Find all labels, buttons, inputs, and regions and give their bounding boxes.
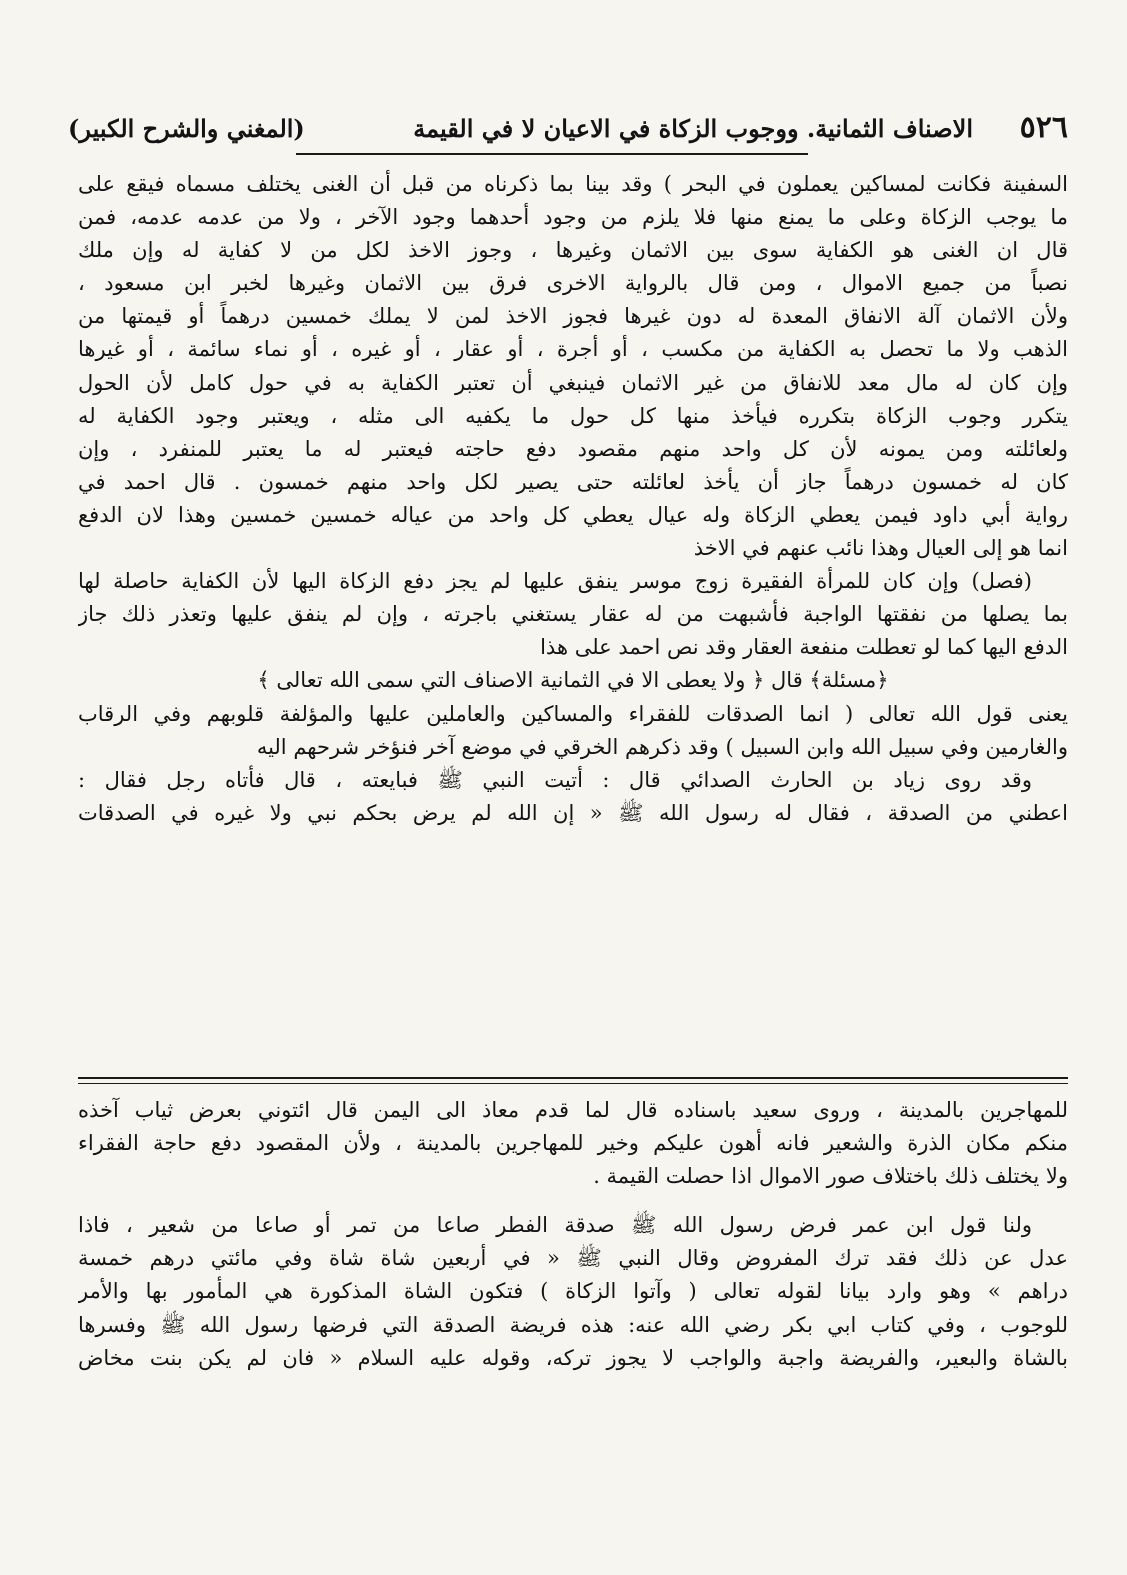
masala-heading: ﴿مسئلة﴾ قال ﴿ ولا يعطى الا في الثمانية الاصناف التي سمى الله تعالى ﴾ (257, 668, 889, 693)
lower-commentary-text (78, 1094, 1068, 1375)
text-line: كان له خمسون درهماً جاز أن يأخذ لعائلته حتى يصير لكل واحد منهم خمسون . قال احمد في (78, 469, 1068, 494)
section-heading-fasl: (فصل) وإن كان للمرأة الفقيرة زوج موسر ينفق عليها لم يجز دفع الزكاة اليها لأن الكفاية حاصلة لها (78, 569, 1032, 594)
text-line: الذهب ولا ما تحصل به الكفاية من مكسب ، أو أجرة ، أو عقار ، أو غيره ، أو نماء سائمة ، أو غيرها (78, 337, 1068, 362)
text-line: ولا يختلف ذلك باختلاف صور الاموال اذا حصلت القيمة . (593, 1164, 1068, 1189)
section-divider (78, 1077, 1068, 1084)
text-line: للوجوب ، وفي كتاب ابي بكر رضي الله عنه: هذه فريضة الصدقة التي فرضها رسول الله ﷺ وفسرها (78, 1312, 1068, 1337)
text-line: ولنا قول ابن عمر فرض رسول الله ﷺ صدقة الفطر صاعا من تمر أو صاعا من شعير ، فاذا (78, 1213, 1032, 1238)
text-line: قال ان الغنى هو الكفاية سوى بين الاثمان وغيرها ، وجوز الاخذ لكل من لا كفاية له وإن ملك (78, 238, 1068, 263)
text-line: ولعائلته ومن يمونه لأن كل واحد منهم مقصود دفع حاجته فيعتبر له ما يعتبر للمنفرد ، وإن (78, 436, 1068, 461)
text-line: بالشاة والبعير، والفريضة واجبة والواجب لا يجوز تركه، وقوله عليه السلام « فان لم يكن بنت مخاض (78, 1345, 1068, 1370)
header-topic: الاصناف الثمانية. ووجوب الزكاة في الاعيان لا في القيمة (413, 114, 973, 143)
text-line: يتكرر وجوب الزكاة بتكرره فيأخذ منها كل حول ما يكفيه الى مثله ، ويعتبر وجود الكفاية له (78, 403, 1068, 428)
running-header (68, 110, 1068, 154)
text-line: رواية أبي داود فيمن يعطي الزكاة وله عيال يعطي كل واحد من عياله خمسين خمسين وهذا لان الدفع (78, 502, 1068, 527)
main-text (78, 168, 1068, 830)
text-line: وإن كان له مال معد للانفاق من غير الاثمان فينبغي أن تعتبر الكفاية به في حول كامل لأن الحول (78, 370, 1068, 395)
text-line: انما هو إلى العيال وهذا نائب عنهم في الاخذ (693, 536, 1068, 561)
text-line: للمهاجرين بالمدينة ، وروى سعيد باسناده قال لما قدم معاذ الى اليمن قال ائتوني بعرض ثياب آخذه (78, 1098, 1068, 1122)
header-underline (296, 153, 808, 155)
text-line: بما يصلها من نفقتها الواجبة فأشبهت من له عقار يستغني باجرته ، وإن لم ينفق عليها وتعذر ذلك جاز (78, 602, 1068, 627)
text-line: يعنى قول الله تعالى ( انما الصدقات للفقراء والمساكين والعاملين عليها والمؤلفة قلوبهم وفي الرقاب (78, 701, 1068, 726)
header-book-title: (المغني والشرح الكبير) (68, 114, 305, 143)
text-line: وقد روى زياد بن الحارث الصدائي قال : أتيت النبي ﷺ فبايعته ، قال فأتاه رجل فقال : (78, 767, 1032, 792)
text-line: دراهم » وهو وارد بيانا لقوله تعالى ( وآتوا الزكاة ) فتكون الشاة المذكورة هي المأمور بها والأمر (78, 1279, 1068, 1304)
page-number: ٥٢٦ (1019, 110, 1068, 145)
text-line: منكم مكان الذرة والشعير فانه أهون عليكم وخير للمهاجرين بالمدينة ، ولأن المقصود دفع حاجة الفقراء (78, 1131, 1068, 1156)
text-line: عدل عن ذلك فقد ترك المفروض وقال النبي ﷺ « في أربعين شاة شاة وفي مائتي درهم خمسة (78, 1246, 1068, 1271)
text-line: اعطني من الصدقة ، فقال له رسول الله ﷺ « إن الله لم يرض بحكم نبي ولا غيره في الصدقات (78, 800, 1068, 825)
text-line: ولأن الاثمان آلة الانفاق المعدة له دون غيرها فجوز الاخذ لمن لا يملك خمسين درهماً أو قيمتها من (78, 304, 1068, 329)
text-line: الدفع اليها كما لو تعطلت منفعة العقار وقد نص احمد على هذا (540, 635, 1068, 660)
text-line: ما يوجب الزكاة وعلى ما يمنع منها فلا يلزم من وجود أحدهما وجود الآخر ، ولا من عدمه عدمه، فمن (78, 205, 1068, 230)
text-line: والغارمين وفي سبيل الله وابن السبيل ) وقد ذكرهم الخرقي في موضع آخر فنؤخر شرحهم اليه (256, 734, 1068, 759)
text-line: نصباً من جميع الاموال ، ومن قال بالرواية الاخرى فرق بين الاثمان وغيرها لخبر ابن مسعود ، (78, 271, 1068, 296)
text-line: السفينة فكانت لمساكين يعملون في البحر ) وقد بينا بما ذكرناه من قبل أن الغنى يختلف مسماه فيقع على (78, 172, 1068, 196)
